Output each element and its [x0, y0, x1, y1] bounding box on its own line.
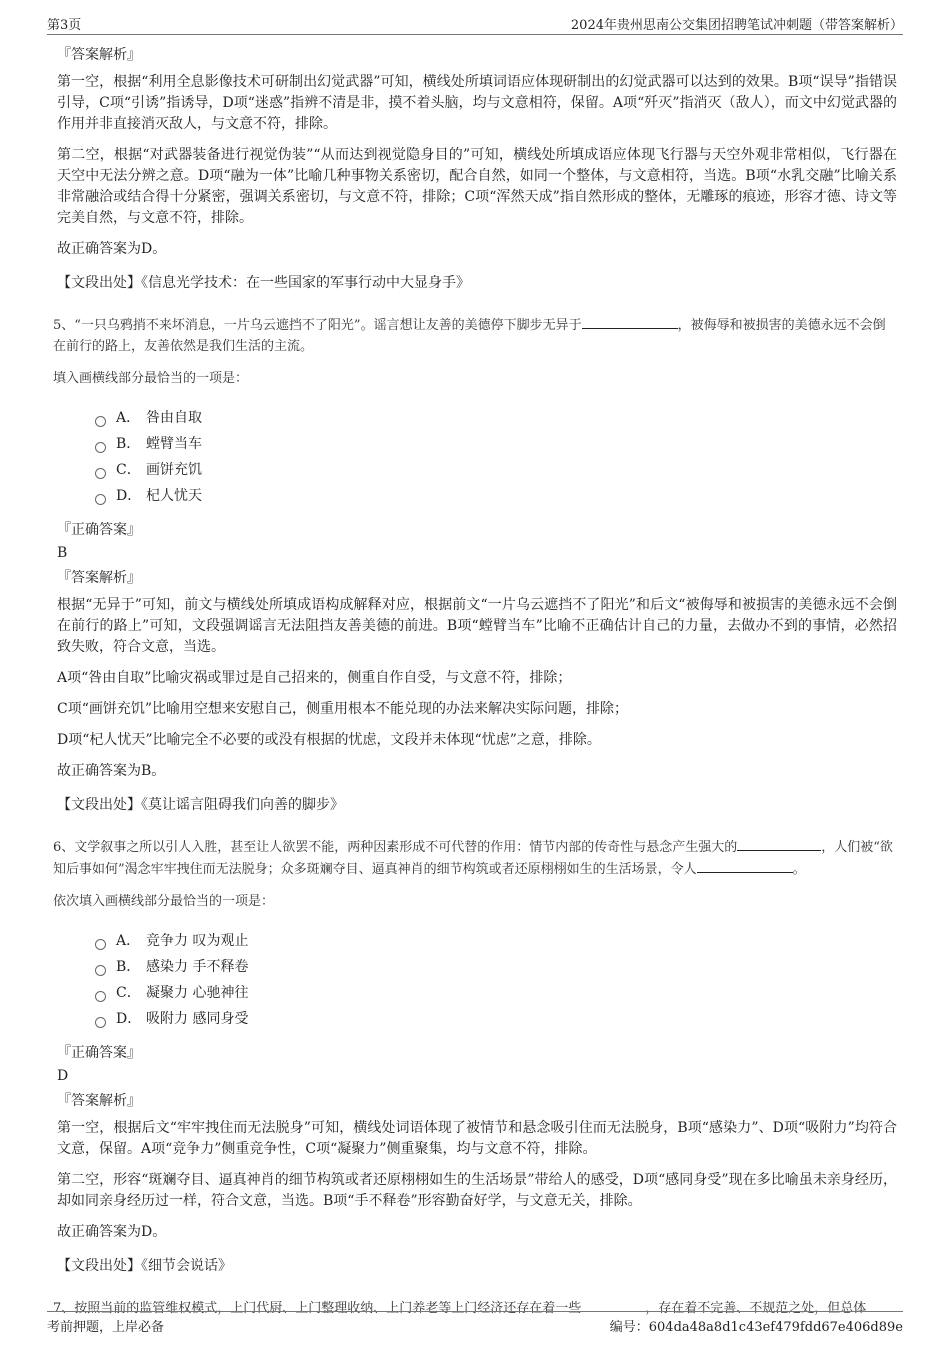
document-id: 编号：604da48a8d1c43ef479fdd67e406d89e [609, 1320, 903, 1335]
q4-analysis-para-1: 第一空，根据“利用全息影像技术可研制出幻觉武器”可知，横线处所填词语应体现研制出的幻觉武器可以达到的效果。B项“误导”指错误引导，C项“引诱”指诱导，D项“迷惑”指辨不清是非，摸不着头脑，均与文意相符，保留。A项“歼灭”指消灭（敌人），而文中幻觉武器的作用并非直接消灭敌人，与文意不符，排除。 [57, 74, 897, 132]
q4-analysis-para-2: 第二空，根据“对武器装备进行视觉伪装”“从而达到视觉隐身目的”可知，横线处所填成语应体现飞行器与天空外观非常相似，飞行器在天空中无法分辨之意。D项“融为一体”比喻几种事物关系密切，配合自然，如同一个整体，与文意相符，当选。B项“水乳交融”比喻关系非常融洽或结合得十分紧密，强调关系密切，与文意不符，排除；C项“浑然天成”指自然形成的整体，无雕琢的痕迹，形容才德、诗文等完美自然，与文意不符，排除。 [57, 147, 897, 226]
q5-stem [53, 314, 897, 357]
radio-icon[interactable] [95, 442, 106, 453]
q5-option-d[interactable]: D． 杞人忧天 [95, 483, 897, 509]
q6-prompt: 依次填入画横线部分最恰当的一项是： [53, 894, 275, 909]
q4-source: 【文段出处】《信息光学技术：在一些国家的军事行动中大显身手》 [57, 275, 470, 291]
q6-analysis-label: 『答案解析』 [57, 1093, 141, 1109]
q5-source: 【文段出处】《莫让谣言阻碍我们向善的脚步》 [57, 797, 344, 813]
q5-prompt: 填入画横线部分最恰当的一项是： [53, 371, 249, 386]
radio-icon[interactable] [95, 1017, 106, 1028]
q5-conclusion: 故正确答案为B。 [57, 763, 166, 779]
q6-conclusion: 故正确答案为D。 [57, 1224, 167, 1240]
q4-analysis-label: 『答案解析』 [57, 47, 141, 63]
q6-stem [53, 836, 897, 880]
q5-answer-label: 『正确答案』 [57, 522, 141, 538]
q5-analysis-label: 『答案解析』 [57, 570, 141, 586]
q6-blank-1 [737, 836, 821, 851]
radio-icon[interactable] [95, 965, 106, 976]
footer-slogan: 考前押题，上岸必备 [47, 1320, 165, 1335]
question-6 [53, 836, 897, 1277]
q5-analysis-3: C项“画饼充饥”比喻用空想来安慰自己，侧重用根本不能兑现的办法来解决实际问题，排除； [57, 701, 629, 717]
q6-answer-label: 『正确答案』 [57, 1045, 141, 1061]
document-title: 2024年贵州思南公交集团招聘笔试冲刺题（带答案解析） [570, 18, 903, 33]
radio-icon[interactable] [95, 991, 106, 1002]
q5-option-b[interactable]: B． 螳臂当车 [95, 431, 897, 457]
q5-answer: B [57, 545, 68, 561]
q6-option-a[interactable]: A． 竞争力 叹为观止 [95, 928, 897, 954]
q5-option-c[interactable]: C． 画饼充饥 [95, 457, 897, 483]
q5-option-a[interactable]: A． 咎由自取 [95, 405, 897, 431]
q5-analysis-1: 根据“无异于”可知，前文与横线处所填成语构成解释对应，根据前文“一片乌云遮挡不了阳光”和后文“被侮辱和被损害的美德永远不会倒在前行的路上”可知，文段强调谣言无法阻挡友善美德的前进。B项“螳臂当车”比喻不正确估计自己的力量，去做办不到的事情，必然招致失败，符合文意，当选。 [57, 597, 897, 655]
question-5 [53, 314, 897, 816]
q6-stem-part-2: ，人们被“欲知后事如何”渴念牢牢拽住而无法脱身；众多斑斓夺目、逼真神肖的细节构筑或者还原栩栩如生的生活场景，令人 [53, 840, 893, 877]
q6-analysis-2: 第二空，形容“斑斓夺目、逼真神肖的细节构筑或者还原栩栩如生的生活场景”带给人的感受，D项“感同身受”现在多比喻虽未亲身经历，却如同亲身经历过一样，符合文意，当选。B项“手不释卷”形容勤奋好学，与文意无关，排除。 [57, 1172, 897, 1209]
page-content [53, 44, 897, 1329]
q5-options [95, 405, 897, 509]
q7-stem-part-2: ，存在着不完善、不规范之处，但总体 [645, 1301, 867, 1316]
q6-stem-part-3: 。 [792, 862, 806, 877]
q7-blank [581, 1297, 645, 1312]
q4-conclusion: 故正确答案为D。 [57, 241, 167, 257]
q6-blank-2 [697, 858, 793, 873]
radio-icon[interactable] [95, 939, 106, 950]
q5-stem-part-2: ，被侮辱和被损害的美德永远不会倒在前行的路上，友善依然是我们生活的主流。 [53, 318, 886, 354]
q5-analysis-2: A项“咎由自取”比喻灾祸或罪过是自己招来的，侧重自作自受，与文意不符，排除； [57, 670, 572, 686]
radio-icon[interactable] [95, 416, 106, 427]
q6-source: 【文段出处】《细节会说话》 [57, 1258, 232, 1274]
q5-analysis-4: D项“杞人忧天”比喻完全不必要的或没有根据的忧虑，文段并未体现“忧虑”之意，排除。 [57, 732, 601, 748]
q6-option-d[interactable]: D． 吸附力 感同身受 [95, 1006, 897, 1032]
q6-options [95, 928, 897, 1032]
q6-stem-part-1: 6、文学叙事之所以引人入胜，甚至让人欲罢不能，两种因素形成不可代替的作用：情节内部的传奇性与悬念产生强大的 [53, 840, 738, 855]
q6-analysis-1: 第一空，根据后文“牢牢拽住而无法脱身”可知，横线处词语体现了被情节和悬念吸引住而无法脱身，B项“感染力”、D项“吸附力”均符合文意，保留。A项“竞争力”侧重竞争性，C项“凝聚力”侧重聚集，均与文意不符，排除。 [57, 1120, 897, 1157]
radio-icon[interactable] [95, 468, 106, 479]
q6-option-b[interactable]: B． 感染力 手不释卷 [95, 954, 897, 980]
q5-blank [582, 314, 678, 329]
q7-stem-part-1: 7、按照当前的监管维权模式，上门代厨、上门整理收纳、上门养老等上门经济还存在着一些 [53, 1301, 582, 1316]
radio-icon[interactable] [95, 494, 106, 505]
page-header [47, 12, 903, 35]
q6-answer: D [57, 1068, 69, 1084]
q5-stem-part-1: 5、“一只乌鸦捎不来坏消息，一片乌云遮挡不了阳光”。谣言想让友善的美德停下脚步无异于 [53, 318, 582, 333]
q6-option-c[interactable]: C． 凝聚力 心驰神往 [95, 980, 897, 1006]
page-number: 第3页 [47, 18, 82, 33]
page-footer [47, 1311, 903, 1334]
